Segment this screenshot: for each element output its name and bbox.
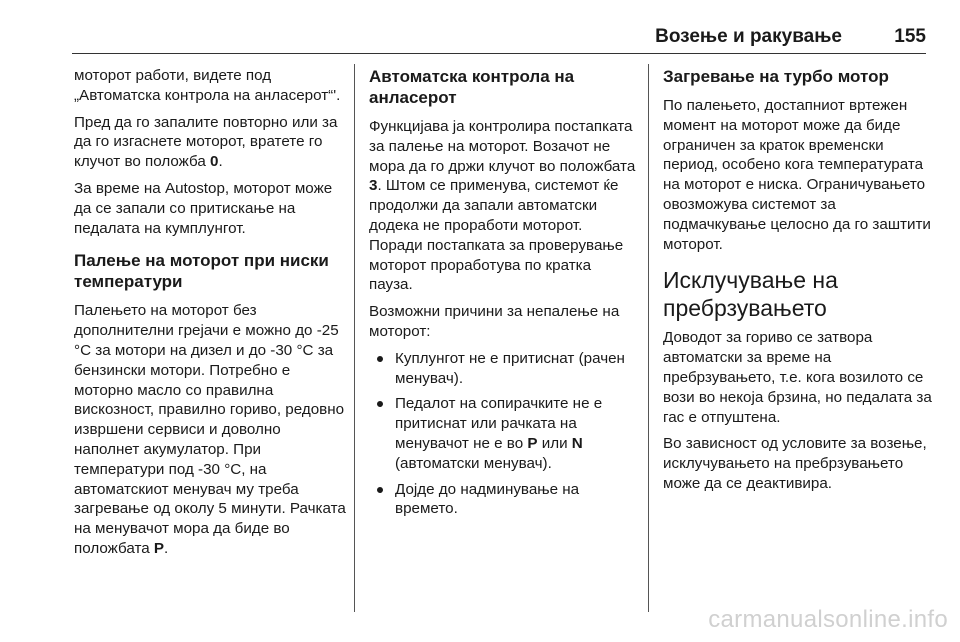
column-2: [369, 66, 637, 525]
paragraph: Палењето на моторот без дополнителни грејачи е можно до -25 °C за мотори на дизел и до -30 °C за бензински мотори. Потребно е моторно масло со правилна вискозност, правилно гориво, редовно извршени сервиси и доволно наполнет акумулатор. При температури под -30 °C, на автоматскиот менувач му треба загревање од околу 5 минути. Рачката на менувачот мора да биде во положбата P.: [74, 302, 346, 557]
paragraph: моторот работи, видете под „Автоматска контрола на анласерот“'.: [74, 67, 341, 104]
column-1: [74, 66, 346, 566]
page-header: [72, 26, 926, 54]
section-heading: Палење на моторот при ниски температури: [74, 251, 329, 292]
list-item: Куплунгот не е притиснат (рачен менувач).: [369, 349, 637, 389]
section-title: Возење и ракување: [655, 26, 842, 47]
paragraph: Пред да го запалите повторно или за да го изгаснете моторот, вратете го клучот во положба 0.: [74, 113, 338, 171]
gear-position: P: [153, 539, 165, 557]
column-3: [663, 66, 933, 501]
page-number: 155: [894, 26, 926, 47]
watermark: carmanualsonline.info: [708, 606, 948, 633]
major-heading: Исклучување на пребрзувањето: [663, 267, 838, 322]
column-divider: [648, 64, 649, 612]
paragraph: Возможни причини за непалење на моторот:: [369, 303, 620, 340]
list-item: Дојде до надминување на времето.: [369, 480, 637, 520]
header-rule: [72, 53, 926, 54]
list-item: Педалот на сопирачките не е притиснат или рачката на менувачот не е во P или N (автоматски менувач).: [369, 394, 637, 473]
bullet-list: [369, 349, 637, 519]
paragraph: Функцијава ја контролира постапката за палење на моторот. Возачот не мора да го држи клучот во положбата 3. Штом се применува, системот ќе продолжи да запали автоматски додека не проработи моторот. Поради постапката за проверување моторот проработува по кратка пауза.: [369, 118, 636, 294]
paragraph: За време на Autostop, моторот може да се запали со притискање на педалата на кумплунгот.: [74, 179, 333, 237]
section-heading: Загревање на турбо мотор: [663, 67, 889, 86]
paragraph: По палењето, достапниот вртежен момент на моторот може да биде ограничен за краток временски период, особено кога температурата на моторот е ниска. Ограничувањето овозможува системот за подмачкување целосно да го заштити моторот.: [663, 97, 931, 253]
key-position: 0: [210, 153, 219, 171]
paragraph: Во зависност од условите за возење, исклучувањето на пребрзувањето може да се деактивира.: [663, 435, 927, 492]
paragraph: Доводот за гориво се затвора автоматски за време на пребрзувањето, т.е. кога возилото се вози во некоја брзина, но педалата за гас е отпуштена.: [663, 329, 932, 426]
column-divider: [354, 64, 355, 612]
key-position: 3: [369, 177, 378, 195]
section-heading: Автоматска контрола на анласерот: [369, 67, 575, 107]
